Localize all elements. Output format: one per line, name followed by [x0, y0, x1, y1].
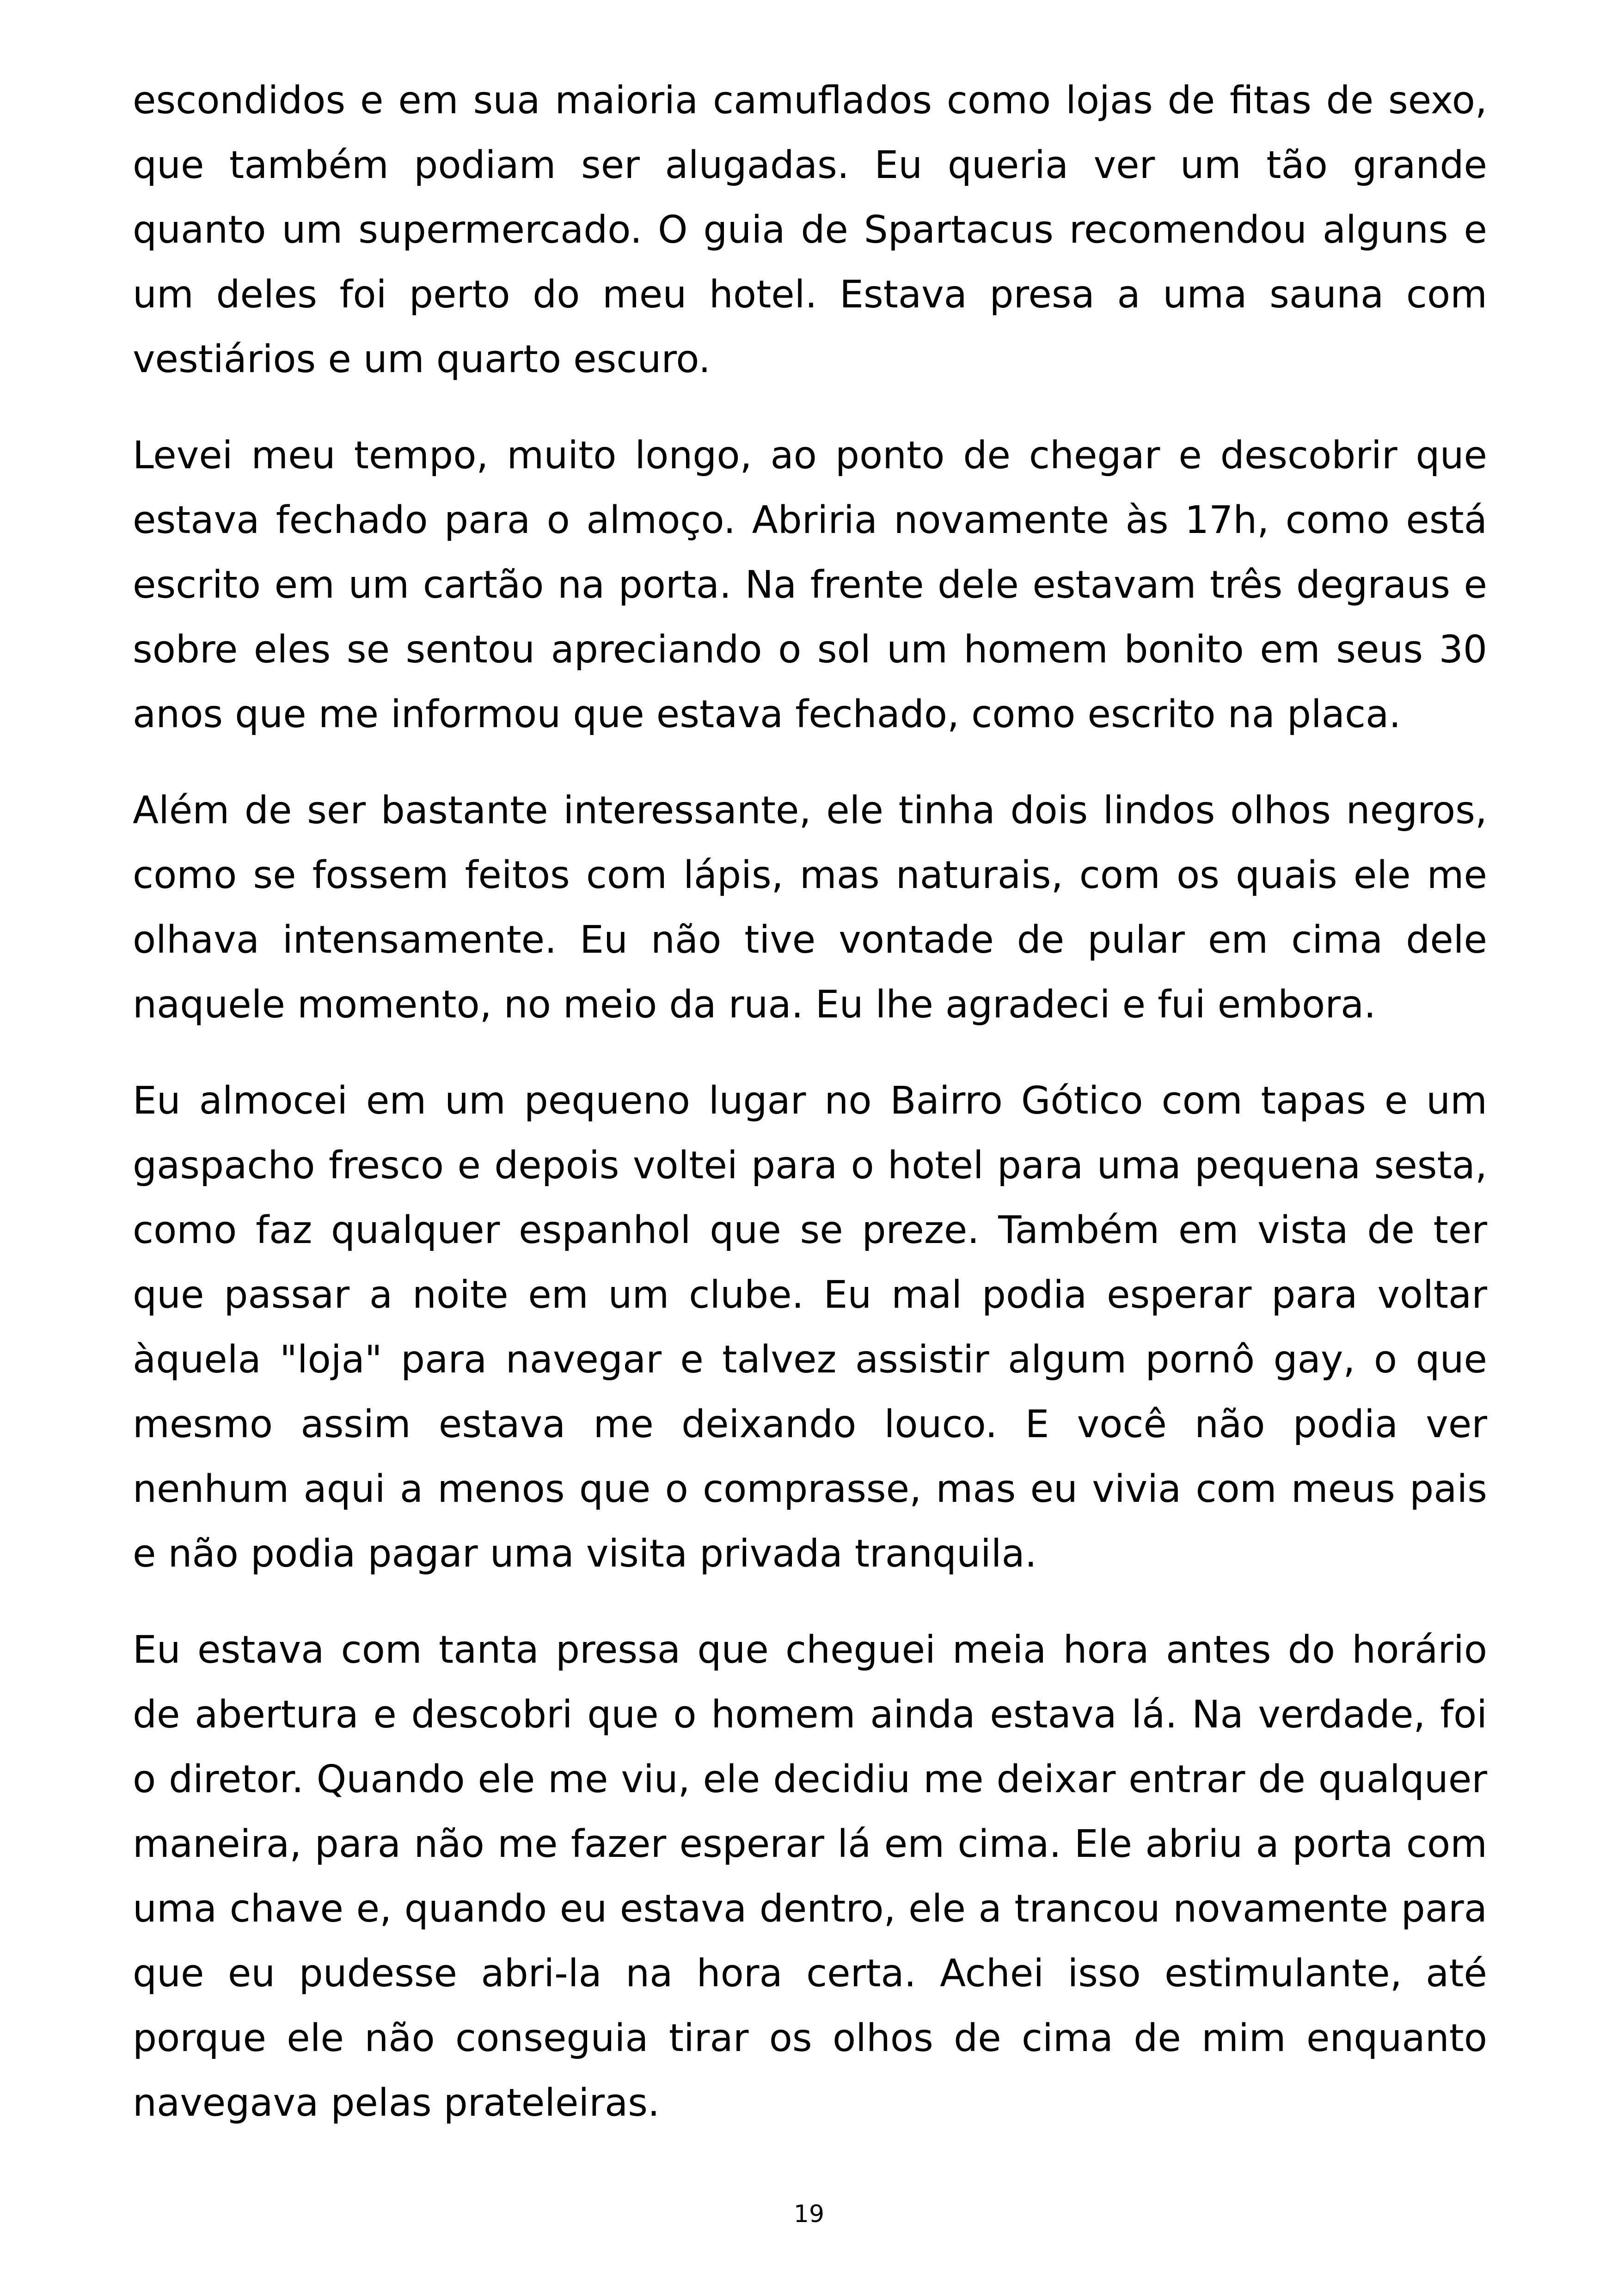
- page-number: 19: [793, 2200, 825, 2228]
- body-text: [133, 68, 1487, 2167]
- paragraph-5: Eu estava com tanta pressa que cheguei meia hora antes do horário de abertura e descobri que o homem ainda estava lá. Na verdade, foi o diretor. Quando ele me viu, ele decidiu me deixar entrar de qualquer maneira, para não me fazer esperar lá em cima. Ele abriu a porta com uma chave e, quando eu estava dentro, ele a trancou novamente para que eu pudesse abri-la na hora certa. Achei isso estimulante, até porque ele não conseguia tirar os olhos de cima de mim enquanto navegava pelas prateleiras.: [133, 1628, 1487, 2125]
- paragraph-1: escondidos e em sua maioria camuflados como lojas de fitas de sexo, que também podiam ser alugadas. Eu queria ver um tão grande quanto um supermercado. O guia de Spartacus recomendou alguns e um deles foi perto do meu hotel. Estava presa a uma sauna com vestiários e um quarto escuro.: [133, 79, 1487, 381]
- paragraph-4: Eu almocei em um pequeno lugar no Bairro Gótico com tapas e um gaspacho fresco e depois voltei para o hotel para uma pequena sesta, como faz qualquer espanhol que se preze. Também em vista de ter que passar a noite em um clube. Eu mal podia esperar para voltar àquela "loja" para navegar e talvez assistir algum pornô gay, o que mesmo assim estava me deixando louco. E você não podia ver nenhum aqui a menos que o comprasse, mas eu vivia com meus pais e não podia pagar uma visita privada tranquila.: [133, 1079, 1487, 1576]
- paragraph-3: Além de ser bastante interessante, ele tinha dois lindos olhos negros, como se fossem feitos com lápis, mas naturais, com os quais ele me olhava intensamente. Eu não tive vontade de pular em cima dele naquele momento, no meio da rua. Eu lhe agradeci e fui embora.: [133, 789, 1487, 1027]
- paragraph-2: Levei meu tempo, muito longo, ao ponto de chegar e descobrir que estava fechado para o almoço. Abriria novamente às 17h, como está escrito em um cartão na porta. Na frente dele estavam três degraus e sobre eles se sentou apreciando o sol um homem bonito em seus 30 anos que me informou que estava fechado, como escrito na placa.: [133, 434, 1487, 736]
